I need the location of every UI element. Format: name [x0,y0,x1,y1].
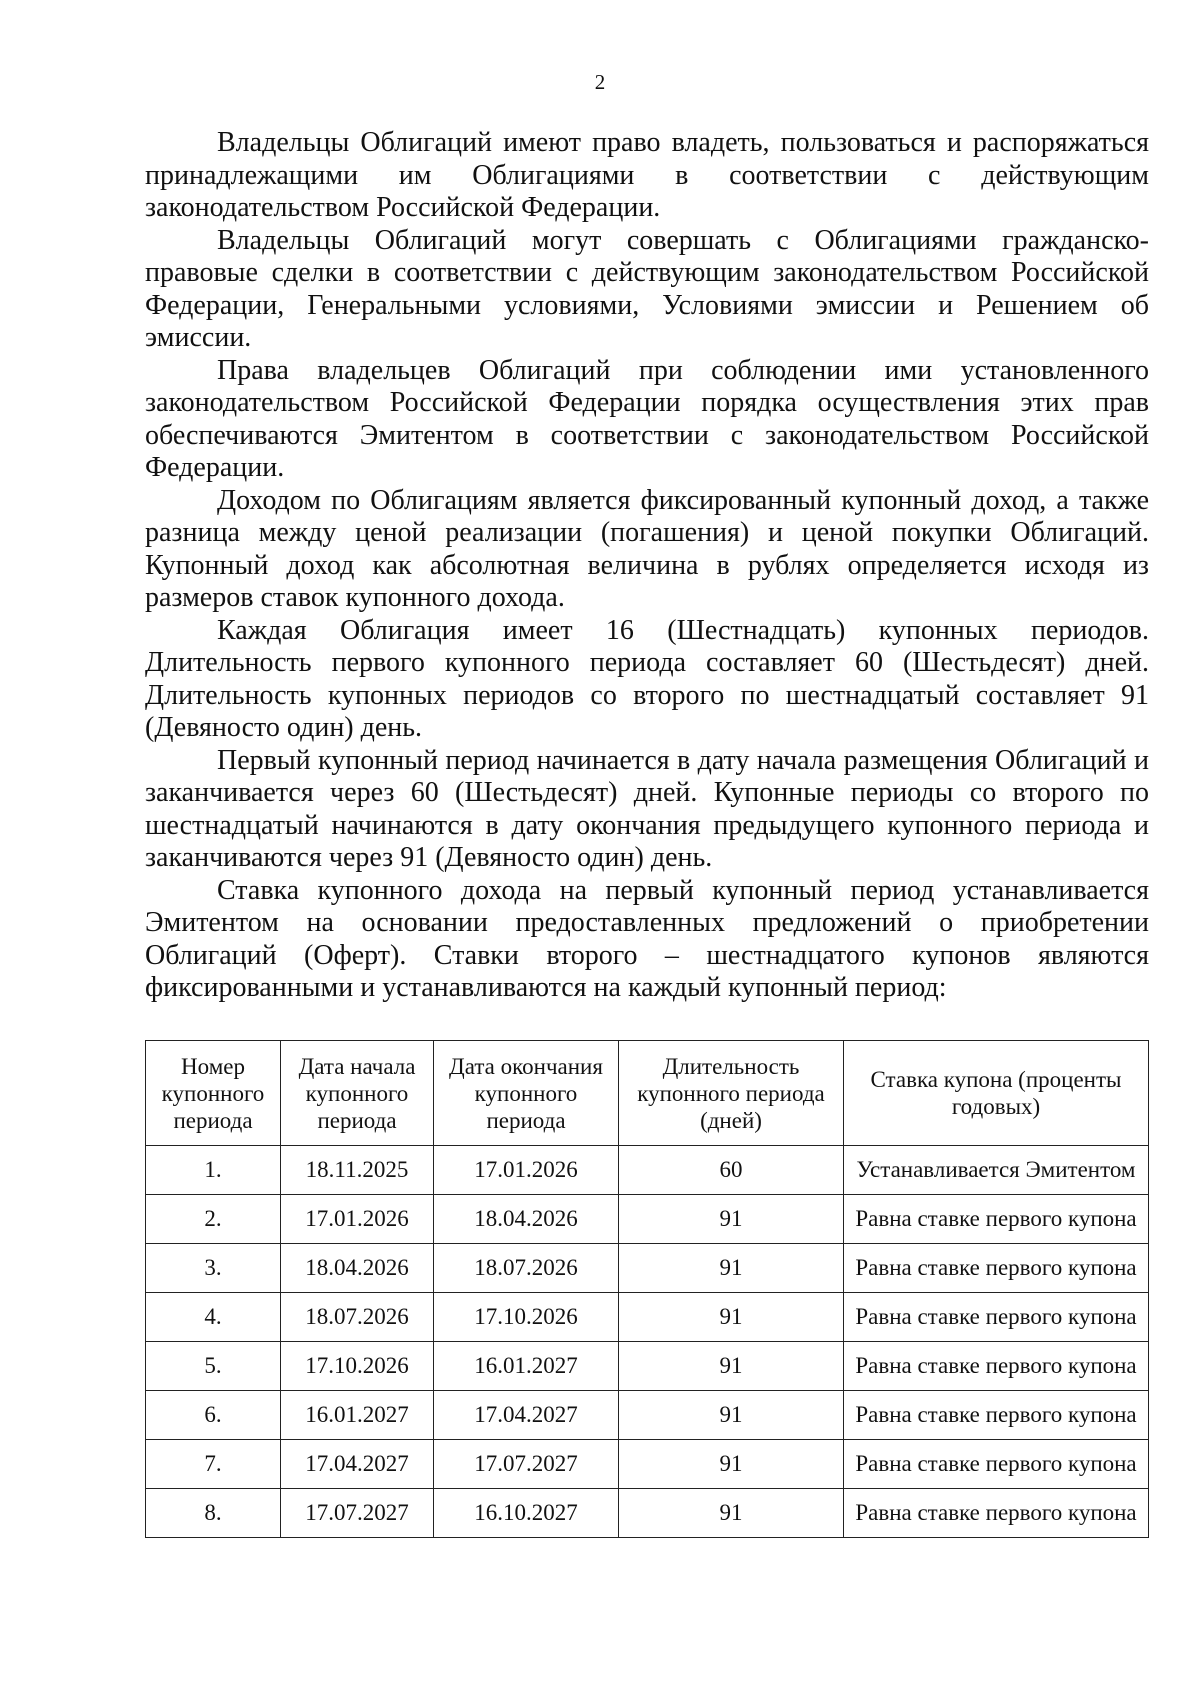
table-row [146,1195,1149,1244]
cell-coupon-rate: Равна ставке первого купона [844,1391,1149,1440]
cell-end-date: 16.10.2027 [434,1489,619,1538]
cell-start-date: 16.01.2027 [281,1391,434,1440]
cell-start-date: 17.07.2027 [281,1489,434,1538]
cell-duration: 60 [619,1146,844,1195]
table-row [146,1489,1149,1538]
cell-period-number: 2. [146,1195,281,1244]
cell-period-number: 6. [146,1391,281,1440]
document-body [145,127,1149,1005]
table-header-row [146,1041,1149,1146]
cell-end-date: 16.01.2027 [434,1342,619,1391]
table-row [146,1146,1149,1195]
cell-coupon-rate: Равна ставке первого купона [844,1293,1149,1342]
table-row [146,1391,1149,1440]
header-duration: Длительность купонного периода (дней) [619,1041,844,1146]
paragraph-coupon-periods: Каждая Облигация имеет 16 (Шестнадцать) купонных периодов. Длительность первого купонного периода составляет 60 (Шестьдесят) дней. Длительность купонных периодов со второго по шестнадцатый составляет 91 (Девяносто один) день. [145,614,1149,743]
paragraph-coupon-rate: Ставка купонного дохода на первый купонный период устанавливается Эмитентом на основании предоставленных предложений о приобретении Облигаций (Оферт). Ставки второго – шестнадцатого купонов являются фиксированными и устанавливаются на каждый купонный период: [145,874,1149,1003]
cell-coupon-rate: Равна ставке первого купона [844,1342,1149,1391]
table-row [146,1293,1149,1342]
cell-period-number: 3. [146,1244,281,1293]
table-row [146,1244,1149,1293]
cell-period-number: 7. [146,1440,281,1489]
header-end-date: Дата окончания купонного периода [434,1041,619,1146]
cell-duration: 91 [619,1195,844,1244]
paragraph-rights-protection: Права владельцев Облигаций при соблюдении ими установленного законодательством Российской Федерации порядка осуществления этих прав обеспечиваются Эмитентом в соответствии с законодательством Российской Федерации. [145,354,1149,483]
cell-duration: 91 [619,1489,844,1538]
paragraph-period-dates: Первый купонный период начинается в дату начала размещения Облигаций и заканчивается через 60 (Шестьдесят) дней. Купонные периоды со второго по шестнадцатый начинаются в дату окончания предыдущего купонного периода и заканчиваются через 91 (Девяносто один) день. [145,744,1149,873]
paragraph-income: Доходом по Облигациям является фиксированный купонный доход, а также разница между ценой реализации (погашения) и ценой покупки Облигаций. Купонный доход как абсолютная величина в рублях определяется исходя из размеров ставок купонного дохода. [145,484,1149,613]
cell-start-date: 18.04.2026 [281,1244,434,1293]
header-coupon-rate: Ставка купона (проценты годовых) [844,1041,1149,1146]
cell-coupon-rate: Устанавливается Эмитентом [844,1146,1149,1195]
cell-period-number: 1. [146,1146,281,1195]
cell-period-number: 8. [146,1489,281,1538]
cell-end-date: 18.07.2026 [434,1244,619,1293]
cell-duration: 91 [619,1293,844,1342]
table-row [146,1440,1149,1489]
paragraph-transactions: Владельцы Облигаций могут совершать с Облигациями гражданско-правовые сделки в соответствии с действующим законодательством Российской Федерации, Генеральными условиями, Условиями эмиссии и Решением об эмиссии. [145,224,1149,353]
cell-duration: 91 [619,1342,844,1391]
cell-start-date: 18.11.2025 [281,1146,434,1195]
cell-end-date: 18.04.2026 [434,1195,619,1244]
cell-start-date: 17.01.2026 [281,1195,434,1244]
cell-duration: 91 [619,1440,844,1489]
cell-coupon-rate: Равна ставке первого купона [844,1440,1149,1489]
cell-duration: 91 [619,1244,844,1293]
cell-coupon-rate: Равна ставке первого купона [844,1195,1149,1244]
table-row [146,1342,1149,1391]
cell-coupon-rate: Равна ставке первого купона [844,1489,1149,1538]
cell-end-date: 17.04.2027 [434,1391,619,1440]
paragraph-owners-rights: Владельцы Облигаций имеют право владеть, пользоваться и распоряжаться принадлежащими им Облигациями в соответствии с действующим законодательством Российской Федерации. [145,127,1149,223]
header-start-date: Дата начала купонного периода [281,1041,434,1146]
page-number: 2 [594,70,606,94]
cell-period-number: 5. [146,1342,281,1391]
cell-start-date: 17.10.2026 [281,1342,434,1391]
cell-end-date: 17.01.2026 [434,1146,619,1195]
cell-end-date: 17.10.2026 [434,1293,619,1342]
cell-duration: 91 [619,1391,844,1440]
cell-period-number: 4. [146,1293,281,1342]
header-period-number: Номер купонного периода [146,1041,281,1146]
coupon-schedule-table [145,1040,1149,1538]
cell-end-date: 17.07.2027 [434,1440,619,1489]
cell-coupon-rate: Равна ставке первого купона [844,1244,1149,1293]
cell-start-date: 18.07.2026 [281,1293,434,1342]
cell-start-date: 17.04.2027 [281,1440,434,1489]
